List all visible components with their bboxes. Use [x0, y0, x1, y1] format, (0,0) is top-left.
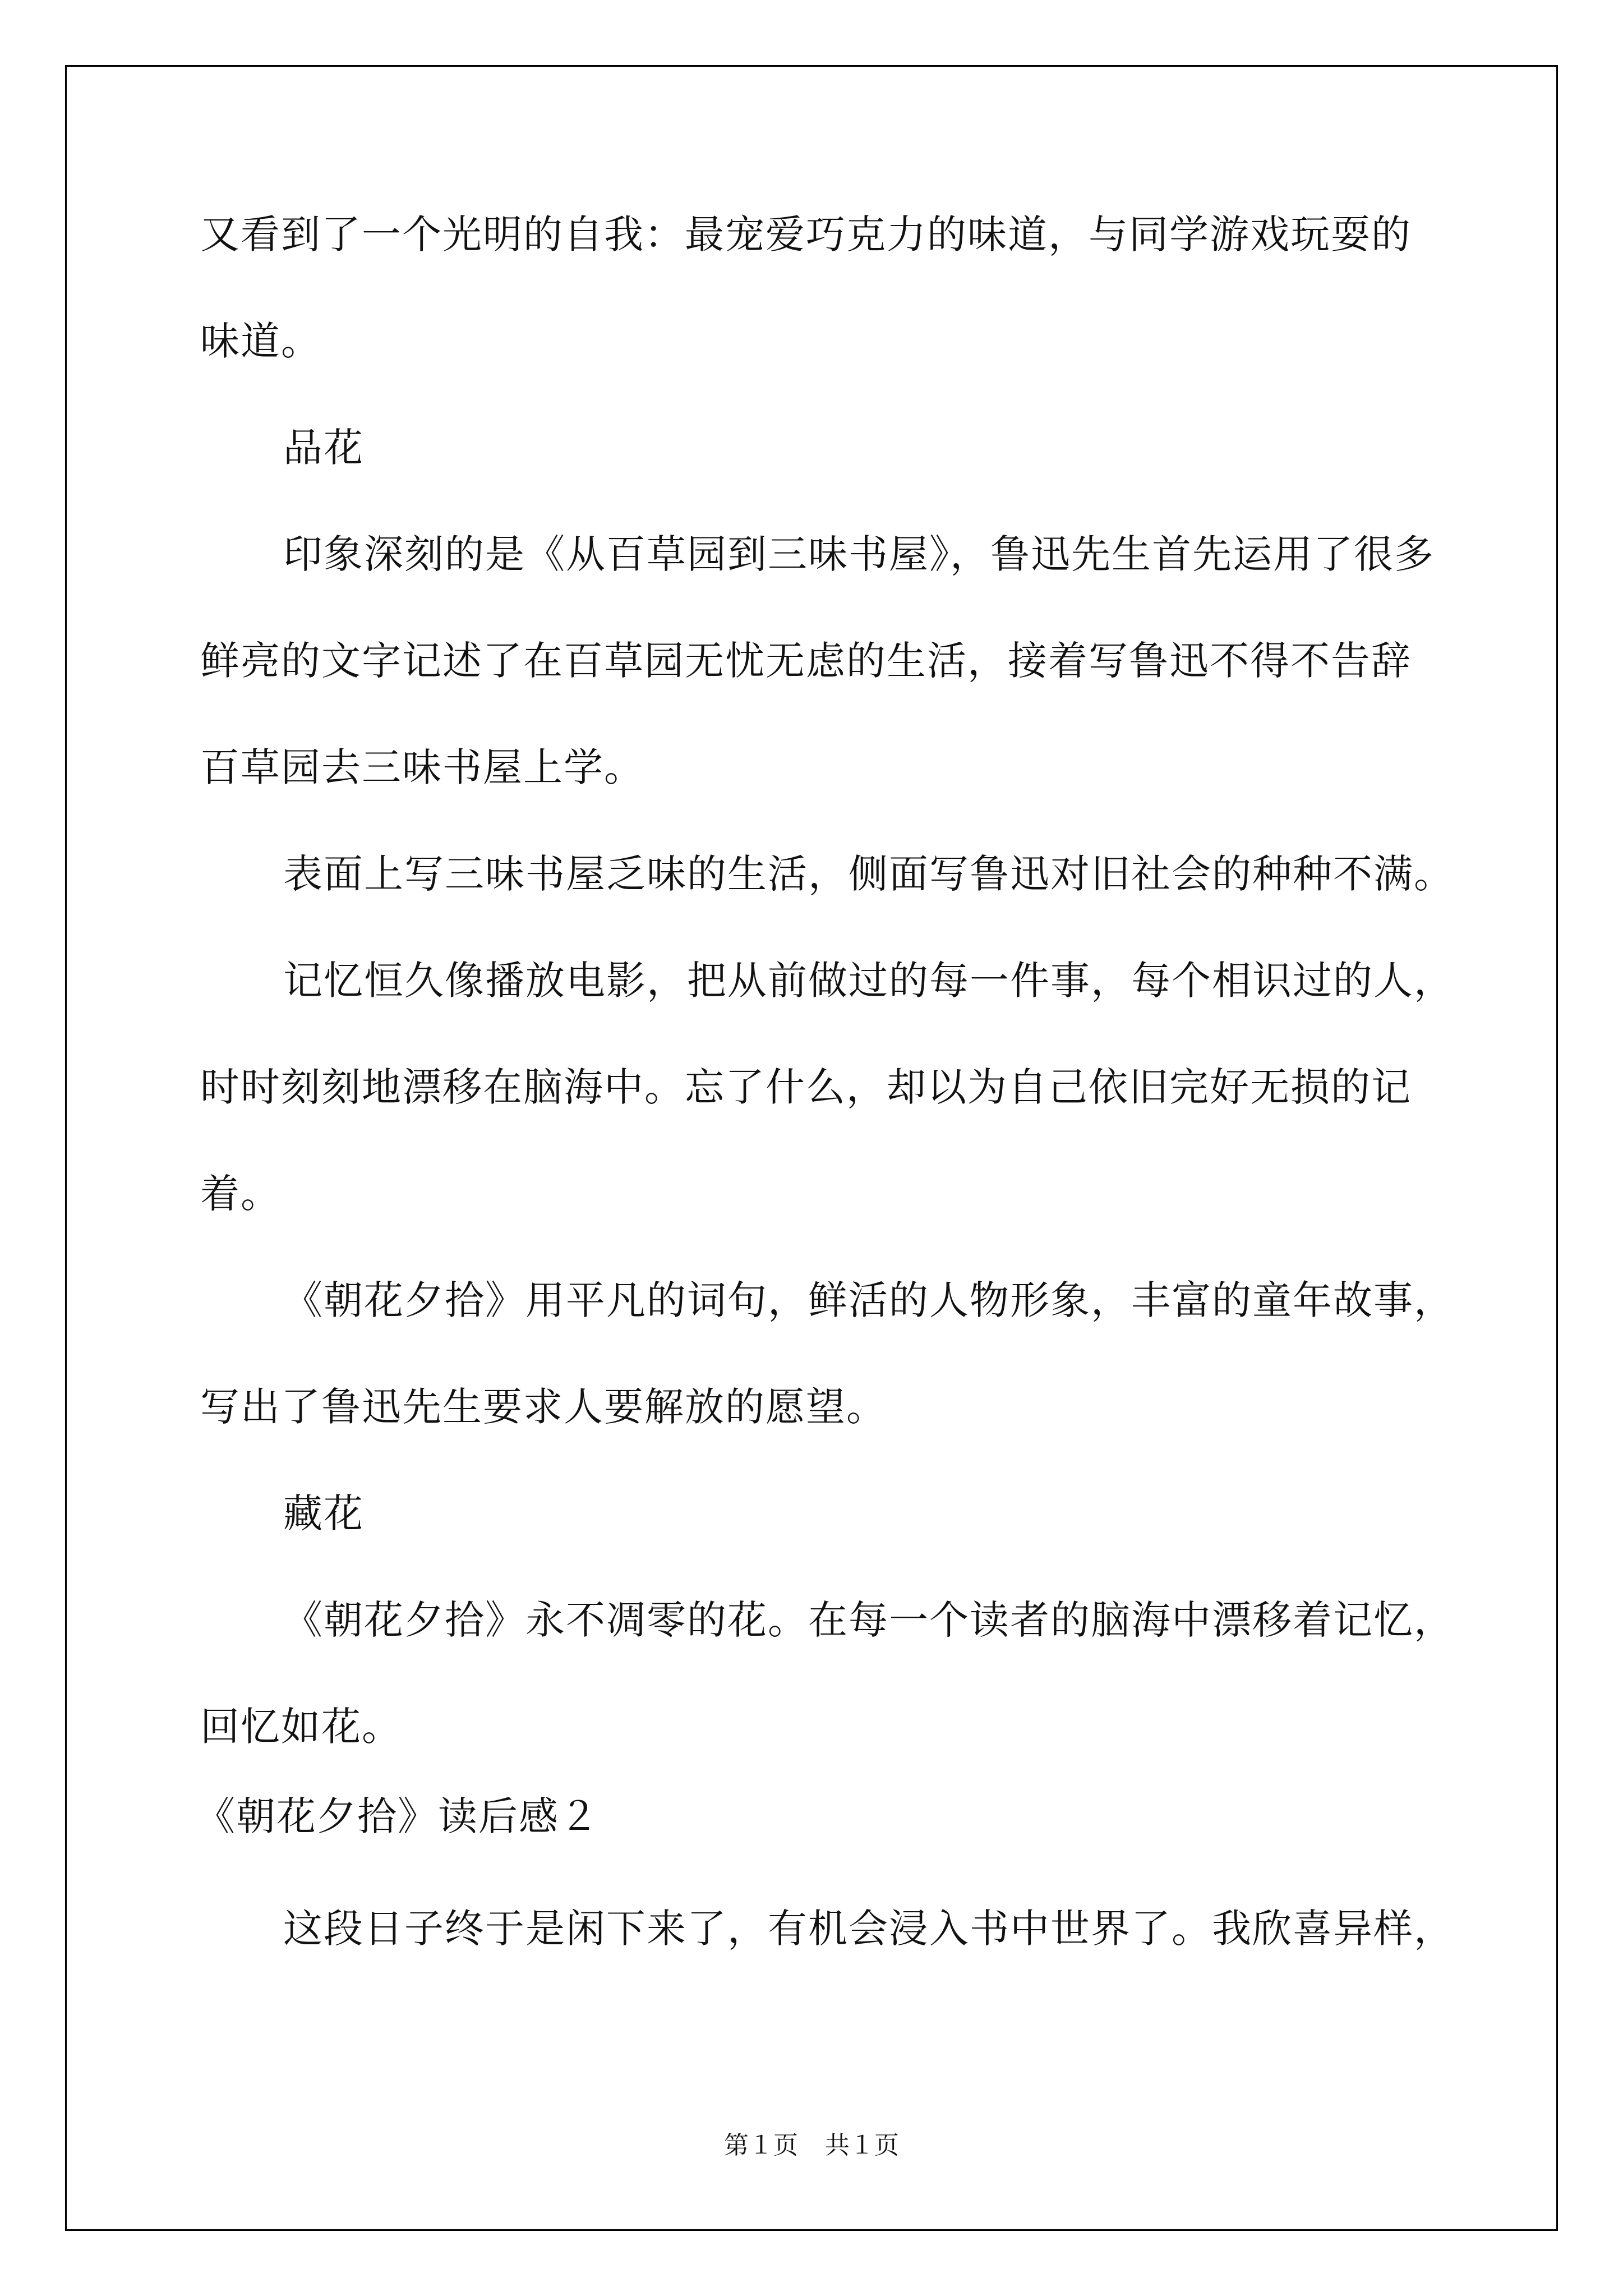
page-number-total: 共１页 [825, 2131, 899, 2160]
text-line: 写出了鲁迅先生要求人要解放的愿望。 [200, 1384, 887, 1430]
text-line: 印象深刻的是《从百草园到三味书屋》，鲁迅先生首先运用了很多 [283, 531, 1435, 577]
page-number-current: 第１页 [724, 2131, 798, 2160]
text-line: 《朝花夕拾》用平凡的词句，鲜活的人物形象，丰富的童年故事， [283, 1277, 1454, 1323]
text-line: 《朝花夕拾》永不凋零的花。在每一个读者的脑海中漂移着记忆， [283, 1597, 1454, 1643]
page-footer [0, 2130, 1623, 2161]
section-heading-pinhua: 品花 [283, 425, 364, 471]
text-line: 时时刻刻地漂移在脑海中。忘了什么，却以为自己依旧完好无损的记 [200, 1064, 1412, 1110]
text-line: 鲜亮的文字记述了在百草园无忧无虑的生活，接着写鲁迅不得不告辞 [200, 638, 1412, 684]
text-line: 这段日子终于是闲下来了，有机会浸入书中世界了。我欣喜异样， [283, 1906, 1454, 1952]
text-line: 着。 [200, 1171, 281, 1217]
article-title: 《朝花夕拾》读后感２ [196, 1793, 600, 1839]
text-line: 记忆恒久像播放电影，把从前做过的每一件事，每个相识过的人， [283, 958, 1454, 1004]
text-line: 又看到了一个光明的自我：最宠爱巧克力的味道，与同学游戏玩耍的 [200, 211, 1412, 257]
text-line: 百草园去三味书屋上学。 [200, 744, 644, 790]
text-line: 味道。 [200, 318, 321, 364]
text-line: 回忆如花。 [200, 1704, 402, 1750]
section-heading-canghua: 藏花 [283, 1490, 364, 1536]
text-line: 表面上写三味书屋乏味的生活，侧面写鲁迅对旧社会的种种不满。 [283, 851, 1454, 897]
